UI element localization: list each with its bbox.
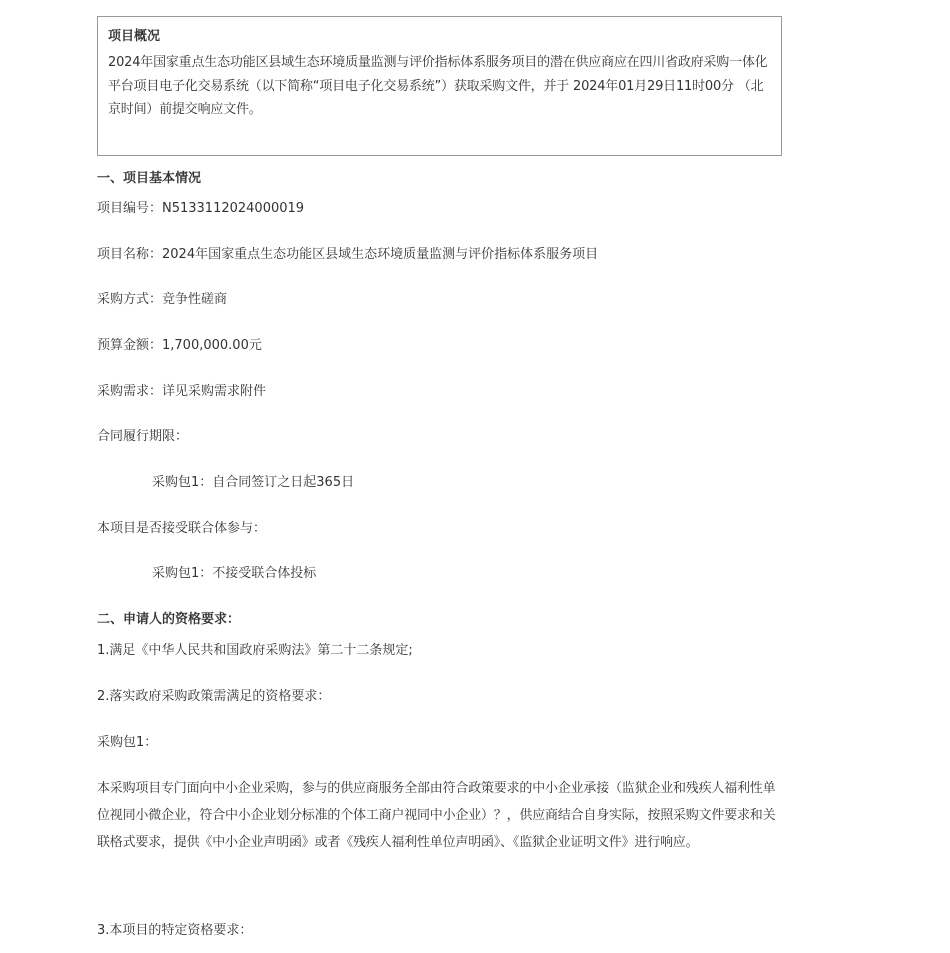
announcement-content <box>97 16 783 938</box>
consortium-package-1: 采购包1：不接受联合体投标 <box>152 566 317 581</box>
section-qualification-heading: 二、申请人的资格要求： <box>97 612 241 627</box>
qualification-package-1-label: 采购包1： <box>97 735 158 750</box>
qualification-item-2: 2.落实政府采购政策需满足的资格要求： <box>97 689 331 704</box>
consortium-label: 本项目是否接受联合体参与： <box>97 521 267 536</box>
project-number: 项目编号：N5133112024000019 <box>97 201 305 216</box>
qualification-item-1: 1.满足《中华人民共和国政府采购法》第二十二条规定; <box>97 643 413 658</box>
contract-period-package-1: 采购包1：自合同签订之日起365日 <box>152 475 355 490</box>
sme-policy-paragraph: 本采购项目专门面向中小企业采购，参与的供应商服务全部由符合政策要求的中小企业承接（监狱企业和残疾人福利性单位视同小微企业，符合中小企业划分标准的个体工商户视同中小企业）？，供应商结合自身实际，按照采购文件要求和关联格式要求，提供《中小企业声明函》或者《残疾人福利性单位声明函》、《监狱企业证明文件》进行响应。 <box>97 781 776 850</box>
overview-title: 项目概况 <box>108 29 161 44</box>
project-overview-box <box>97 16 782 156</box>
budget-amount: 预算金额：1,700,000.00元 <box>97 338 262 353</box>
project-name: 项目名称：2024年国家重点生态功能区县域生态环境质量监测与评价指标体系服务项目 <box>97 247 599 262</box>
section-basic-info-heading: 一、项目基本情况 <box>97 171 202 186</box>
contract-period-label: 合同履行期限： <box>97 429 189 444</box>
overview-text: 2024年国家重点生态功能区县域生态环境质量监测与评价指标体系服务项目的潜在供应商应在四川省政府采购一体化平台项目电子化交易系统（以下简称“项目电子化交易系统”）获取采购文件，并于 2024年01月29日11时00分 （北京时间）前提交响应文件。 <box>108 55 768 117</box>
qualification-item-3: 3.本项目的特定资格要求： <box>97 923 253 938</box>
procurement-requirements: 采购需求：详见采购需求附件 <box>97 384 267 399</box>
procurement-method: 采购方式：竞争性磋商 <box>97 292 228 307</box>
